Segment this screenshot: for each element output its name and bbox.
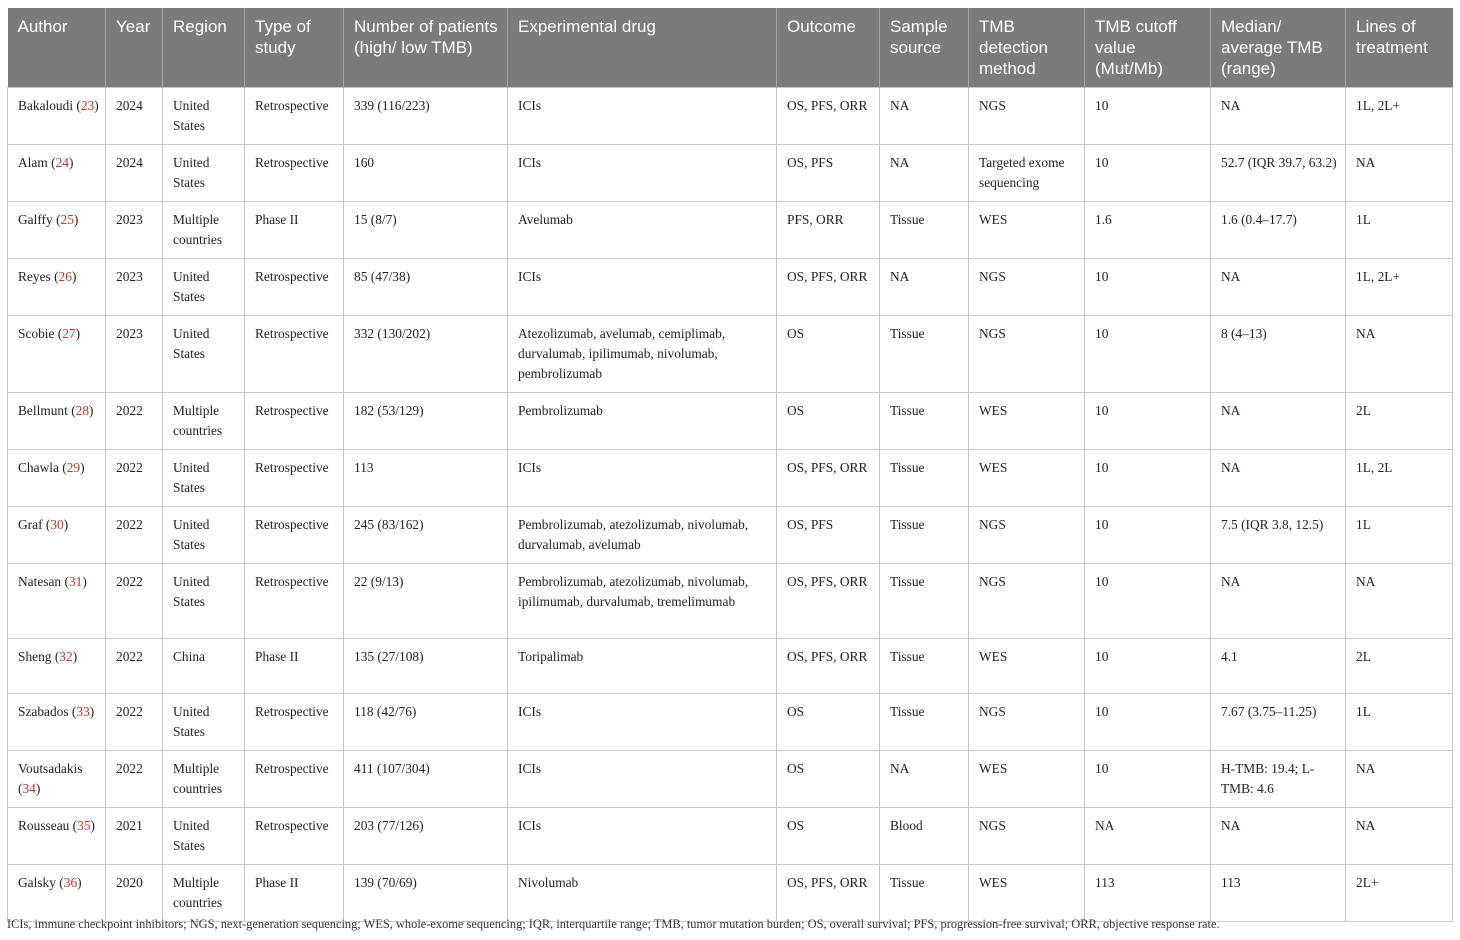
cell-sample: Tissue <box>880 639 969 694</box>
cell-cutoff: 10 <box>1085 450 1211 507</box>
cell-author: Graf (30) <box>8 507 106 564</box>
cell-median: 7.67 (3.75–11.25) <box>1211 694 1346 751</box>
cell-patients: 85 (47/38) <box>344 259 508 316</box>
cell-drug: ICIs <box>508 259 777 316</box>
col-header-lines: Lines of treatment <box>1346 8 1453 88</box>
author-name: Chawla <box>18 460 59 475</box>
cell-outcome: OS, PFS, ORR <box>777 639 880 694</box>
cell-type: Retrospective <box>245 259 344 316</box>
table-row <box>8 694 1453 751</box>
cell-type: Retrospective <box>245 88 344 145</box>
cell-region: United States <box>163 259 245 316</box>
table-row <box>8 507 1453 564</box>
cell-author: Sheng (32) <box>8 639 106 694</box>
cell-outcome: OS <box>777 393 880 450</box>
cell-drug: ICIs <box>508 751 777 808</box>
study-table-container <box>7 8 1452 922</box>
cell-median: NA <box>1211 808 1346 865</box>
cell-sample: Tissue <box>880 694 969 751</box>
cell-patients: 113 <box>344 450 508 507</box>
cell-patients: 135 (27/108) <box>344 639 508 694</box>
cell-region: United States <box>163 564 245 639</box>
cell-lines: NA <box>1346 808 1453 865</box>
cell-sample: NA <box>880 751 969 808</box>
cell-type: Retrospective <box>245 145 344 202</box>
cell-year: 2024 <box>106 88 163 145</box>
cell-method: WES <box>969 202 1085 259</box>
author-name: Rousseau <box>18 818 70 833</box>
cell-type: Retrospective <box>245 751 344 808</box>
cell-patients: 203 (77/126) <box>344 808 508 865</box>
reference-link[interactable]: 34 <box>22 781 36 796</box>
cell-region: Multiple countries <box>163 865 245 922</box>
cell-median: 8 (4–13) <box>1211 316 1346 393</box>
cell-outcome: OS, PFS, ORR <box>777 259 880 316</box>
cell-region: United States <box>163 450 245 507</box>
cell-median: 113 <box>1211 865 1346 922</box>
table-row <box>8 751 1453 808</box>
cell-type: Retrospective <box>245 450 344 507</box>
cell-author: Alam (24) <box>8 145 106 202</box>
cell-drug: ICIs <box>508 88 777 145</box>
cell-patients: 139 (70/69) <box>344 865 508 922</box>
reference-link[interactable]: 31 <box>68 574 83 589</box>
table-row <box>8 865 1453 922</box>
cell-year: 2020 <box>106 865 163 922</box>
table-row <box>8 450 1453 507</box>
cell-region: Multiple countries <box>163 202 245 259</box>
cell-outcome: OS, PFS, ORR <box>777 88 880 145</box>
cell-lines: 2L <box>1346 639 1453 694</box>
cell-drug: ICIs <box>508 450 777 507</box>
cell-method: WES <box>969 393 1085 450</box>
cell-sample: Tissue <box>880 450 969 507</box>
cell-patients: 15 (8/7) <box>344 202 508 259</box>
cell-sample: Tissue <box>880 316 969 393</box>
cell-author: Natesan (31) <box>8 564 106 639</box>
cell-sample: NA <box>880 145 969 202</box>
author-name: Scobie <box>18 326 55 341</box>
cell-cutoff: 10 <box>1085 564 1211 639</box>
cell-outcome: OS, PFS, ORR <box>777 450 880 507</box>
cell-sample: Blood <box>880 808 969 865</box>
cell-region: United States <box>163 88 245 145</box>
cell-region: United States <box>163 507 245 564</box>
table-row <box>8 639 1453 694</box>
cell-lines: 1L <box>1346 507 1453 564</box>
cell-region: United States <box>163 808 245 865</box>
cell-cutoff: 10 <box>1085 694 1211 751</box>
cell-lines: NA <box>1346 751 1453 808</box>
cell-cutoff: 1.6 <box>1085 202 1211 259</box>
cell-region: Multiple countries <box>163 393 245 450</box>
cell-year: 2022 <box>106 450 163 507</box>
cell-drug: Avelumab <box>508 202 777 259</box>
cell-year: 2022 <box>106 564 163 639</box>
cell-type: Retrospective <box>245 316 344 393</box>
cell-drug: ICIs <box>508 808 777 865</box>
cell-cutoff: 113 <box>1085 865 1211 922</box>
cell-median: 4.1 <box>1211 639 1346 694</box>
cell-author: Scobie (27) <box>8 316 106 393</box>
table-footnote: ICIs, immune checkpoint inhibitors; NGS, next-generation sequencing; WES, whole-exome sequencing; IQR, interquartile range; TMB, tumor mutation burden; OS, overall survival; PFS, progression-free survival; ORR, objective response rate. <box>7 917 1220 931</box>
table-row <box>8 145 1453 202</box>
cell-drug: Pembrolizumab <box>508 393 777 450</box>
col-header-sample: Sample source <box>880 8 969 88</box>
cell-lines: NA <box>1346 564 1453 639</box>
cell-year: 2022 <box>106 507 163 564</box>
cell-region: China <box>163 639 245 694</box>
reference-link[interactable]: 29 <box>66 460 81 475</box>
cell-patients: 118 (42/76) <box>344 694 508 751</box>
col-header-drug: Experimental drug <box>508 8 777 88</box>
cell-median: NA <box>1211 259 1346 316</box>
cell-type: Retrospective <box>245 564 344 639</box>
cell-year: 2022 <box>106 751 163 808</box>
cell-outcome: PFS, ORR <box>777 202 880 259</box>
cell-median: NA <box>1211 564 1346 639</box>
cell-cutoff: NA <box>1085 808 1211 865</box>
cell-author: Galffy (25) <box>8 202 106 259</box>
cell-year: 2024 <box>106 145 163 202</box>
reference-link[interactable]: 32 <box>59 649 73 664</box>
cell-region: United States <box>163 694 245 751</box>
cell-patients: 160 <box>344 145 508 202</box>
cell-type: Retrospective <box>245 393 344 450</box>
reference-link[interactable]: 25 <box>60 212 74 227</box>
cell-method: WES <box>969 865 1085 922</box>
cell-sample: NA <box>880 259 969 316</box>
cell-author: Reyes (26) <box>8 259 106 316</box>
cell-drug: ICIs <box>508 145 777 202</box>
cell-method: NGS <box>969 507 1085 564</box>
cell-type: Phase II <box>245 865 344 922</box>
cell-lines: 2L <box>1346 393 1453 450</box>
cell-year: 2023 <box>106 259 163 316</box>
reference-link[interactable]: 23 <box>80 98 95 113</box>
table-row <box>8 316 1453 393</box>
cell-type: Retrospective <box>245 694 344 751</box>
cell-cutoff: 10 <box>1085 751 1211 808</box>
cell-drug: Pembrolizumab, atezolizumab, nivolumab, durvalumab, avelumab <box>508 507 777 564</box>
col-header-method: TMB detection method <box>969 8 1085 88</box>
cell-author: Bakaloudi (23) <box>8 88 106 145</box>
cell-sample: NA <box>880 88 969 145</box>
author-name: Voutsadakis <box>18 761 83 776</box>
col-header-region: Region <box>163 8 245 88</box>
author-name: Bellmunt <box>18 403 68 418</box>
author-name: Galffy <box>18 212 53 227</box>
cell-cutoff: 10 <box>1085 145 1211 202</box>
author-name: Natesan <box>18 574 62 589</box>
cell-year: 2022 <box>106 694 163 751</box>
cell-lines: 1L <box>1346 202 1453 259</box>
cell-outcome: OS <box>777 694 880 751</box>
cell-drug: ICIs <box>508 694 777 751</box>
cell-year: 2022 <box>106 393 163 450</box>
cell-type: Phase II <box>245 639 344 694</box>
cell-drug: Atezolizumab, avelumab, cemiplimab, durvalumab, ipilimumab, nivolumab, pembrolizumab <box>508 316 777 393</box>
col-header-outcome: Outcome <box>777 8 880 88</box>
cell-outcome: OS, PFS, ORR <box>777 564 880 639</box>
cell-outcome: OS <box>777 808 880 865</box>
cell-lines: 1L, 2L+ <box>1346 259 1453 316</box>
table-row <box>8 259 1453 316</box>
cell-median: NA <box>1211 450 1346 507</box>
cell-author: Szabados (33) <box>8 694 106 751</box>
cell-sample: Tissue <box>880 865 969 922</box>
reference-link[interactable]: 24 <box>55 155 69 170</box>
study-characteristics-table <box>7 8 1453 922</box>
cell-year: 2023 <box>106 202 163 259</box>
cell-method: Targeted exome sequencing <box>969 145 1085 202</box>
cell-lines: NA <box>1346 316 1453 393</box>
cell-cutoff: 10 <box>1085 316 1211 393</box>
cell-drug: Pembrolizumab, atezolizumab, nivolumab, ipilimumab, durvalumab, tremelimumab <box>508 564 777 639</box>
table-row <box>8 393 1453 450</box>
cell-patients: 339 (116/223) <box>344 88 508 145</box>
cell-outcome: OS, PFS <box>777 507 880 564</box>
col-header-year: Year <box>106 8 163 88</box>
cell-method: WES <box>969 639 1085 694</box>
cell-sample: Tissue <box>880 393 969 450</box>
cell-author: Rousseau (35) <box>8 808 106 865</box>
cell-year: 2021 <box>106 808 163 865</box>
cell-patients: 22 (9/13) <box>344 564 508 639</box>
col-header-author: Author <box>8 8 106 88</box>
cell-type: Retrospective <box>245 507 344 564</box>
cell-region: United States <box>163 316 245 393</box>
cell-cutoff: 10 <box>1085 639 1211 694</box>
cell-patients: 332 (130/202) <box>344 316 508 393</box>
cell-patients: 245 (83/162) <box>344 507 508 564</box>
table-body <box>8 88 1453 922</box>
cell-author: Bellmunt (28) <box>8 393 106 450</box>
author-name: Szabados <box>18 704 69 719</box>
reference-link[interactable]: 30 <box>50 517 64 532</box>
header-row <box>8 8 1453 88</box>
reference-link[interactable]: 33 <box>76 704 90 719</box>
reference-link[interactable]: 27 <box>62 326 76 341</box>
cell-drug: Toripalimab <box>508 639 777 694</box>
cell-outcome: OS <box>777 316 880 393</box>
cell-median: 1.6 (0.4–17.7) <box>1211 202 1346 259</box>
cell-method: NGS <box>969 259 1085 316</box>
cell-method: NGS <box>969 564 1085 639</box>
col-header-patients: Number of patients (high/ low TMB) <box>344 8 508 88</box>
cell-method: NGS <box>969 88 1085 145</box>
reference-link[interactable]: 28 <box>75 403 90 418</box>
cell-type: Retrospective <box>245 808 344 865</box>
cell-region: United States <box>163 145 245 202</box>
cell-type: Phase II <box>245 202 344 259</box>
reference-link[interactable]: 36 <box>63 875 78 890</box>
cell-method: WES <box>969 751 1085 808</box>
cell-method: WES <box>969 450 1085 507</box>
cell-sample: Tissue <box>880 202 969 259</box>
cell-outcome: OS, PFS, ORR <box>777 865 880 922</box>
cell-median: NA <box>1211 393 1346 450</box>
cell-lines: 1L, 2L+ <box>1346 88 1453 145</box>
cell-drug: Nivolumab <box>508 865 777 922</box>
col-header-type: Type of study <box>245 8 344 88</box>
author-name: Alam <box>18 155 48 170</box>
reference-link[interactable]: 26 <box>58 269 72 284</box>
reference-link[interactable]: 35 <box>77 818 91 833</box>
cell-method: NGS <box>969 694 1085 751</box>
cell-sample: Tissue <box>880 507 969 564</box>
cell-year: 2023 <box>106 316 163 393</box>
table-row <box>8 202 1453 259</box>
table-row <box>8 88 1453 145</box>
table-row <box>8 564 1453 639</box>
author-name: Galsky <box>18 875 56 890</box>
cell-cutoff: 10 <box>1085 507 1211 564</box>
cell-lines: NA <box>1346 145 1453 202</box>
author-name: Bakaloudi <box>18 98 74 113</box>
table-row <box>8 808 1453 865</box>
cell-sample: Tissue <box>880 564 969 639</box>
cell-author: Chawla (29) <box>8 450 106 507</box>
cell-outcome: OS <box>777 751 880 808</box>
col-header-median: Median/ average TMB (range) <box>1211 8 1346 88</box>
cell-year: 2022 <box>106 639 163 694</box>
cell-lines: 1L <box>1346 694 1453 751</box>
cell-lines: 2L+ <box>1346 865 1453 922</box>
cell-lines: 1L, 2L <box>1346 450 1453 507</box>
col-header-cutoff: TMB cutoff value (Mut/Mb) <box>1085 8 1211 88</box>
cell-author: Galsky (36) <box>8 865 106 922</box>
cell-cutoff: 10 <box>1085 88 1211 145</box>
cell-patients: 411 (107/304) <box>344 751 508 808</box>
cell-patients: 182 (53/129) <box>344 393 508 450</box>
cell-outcome: OS, PFS <box>777 145 880 202</box>
cell-median: NA <box>1211 88 1346 145</box>
author-name: Graf <box>18 517 43 532</box>
cell-cutoff: 10 <box>1085 259 1211 316</box>
cell-median: 52.7 (IQR 39.7, 63.2) <box>1211 145 1346 202</box>
cell-median: H-TMB: 19.4; L-TMB: 4.6 <box>1211 751 1346 808</box>
cell-region: Multiple countries <box>163 751 245 808</box>
author-name: Reyes <box>18 269 51 284</box>
cell-method: NGS <box>969 316 1085 393</box>
cell-cutoff: 10 <box>1085 393 1211 450</box>
cell-median: 7.5 (IQR 3.8, 12.5) <box>1211 507 1346 564</box>
cell-method: NGS <box>969 808 1085 865</box>
author-name: Sheng <box>18 649 52 664</box>
cell-author: Voutsadakis (34) <box>8 751 106 808</box>
